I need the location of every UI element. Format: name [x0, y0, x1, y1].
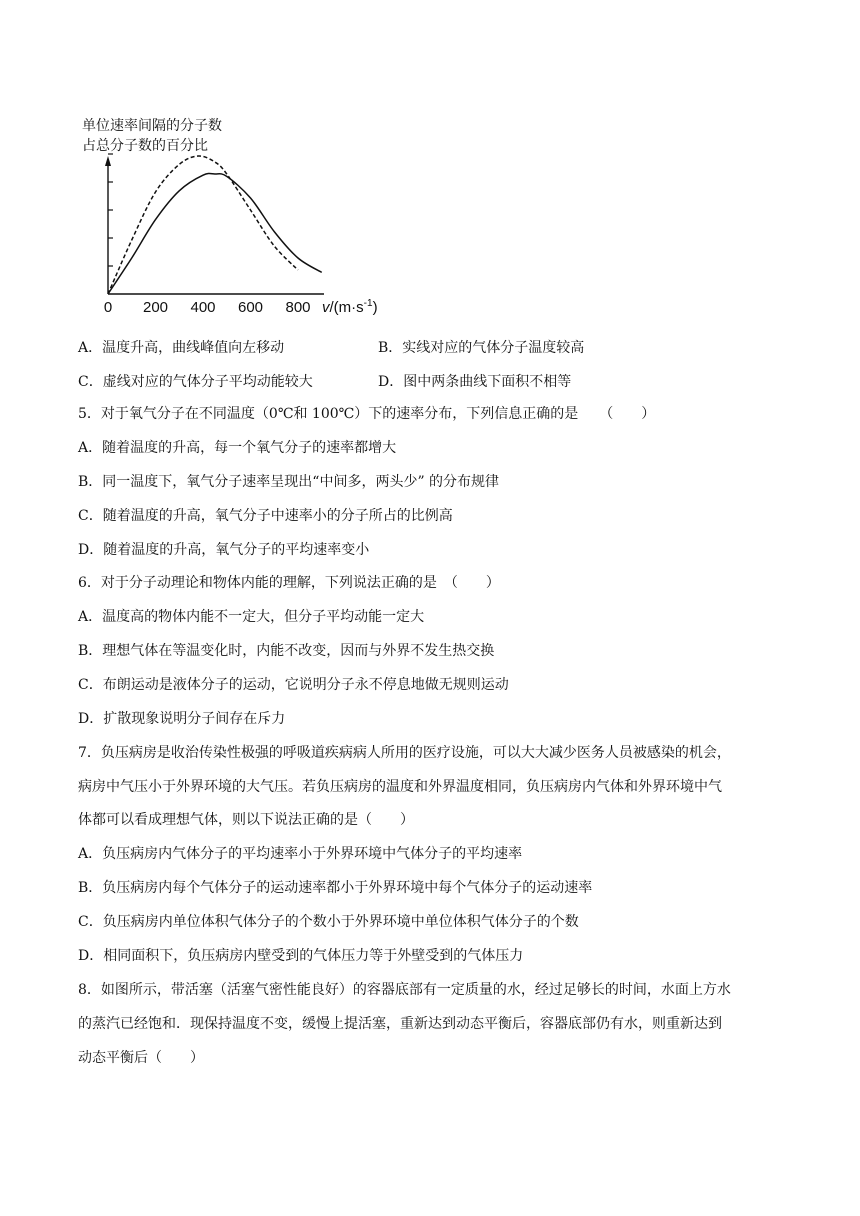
- y-axis-label-line2: 占总分子数的百分比: [82, 138, 208, 154]
- x-axis-label-unit: /(m·s: [329, 299, 364, 316]
- q5-stem: 5．对于氧气分子在不同温度（0℃和 100℃）下的速率分布，下列信息正确的是 （ ）: [78, 406, 656, 422]
- q5-option-c: C．随着温度的升高，氧气分子中速率小的分子所占的比例高: [78, 508, 453, 524]
- x-axis-label: [322, 298, 378, 316]
- q8-stem-line1: 8．如图所示，带活塞（活塞气密性能良好）的容器底部有一定质量的水，经过足够长的时间，水面上方水: [78, 982, 731, 998]
- q7-option-a: A．负压病房内气体分子的平均速率小于外界环境中气体分子的平均速率: [78, 846, 523, 862]
- y-axis-arrow: [105, 156, 111, 166]
- q8-stem-line3: 动态平衡后（ ）: [78, 1050, 204, 1066]
- q6-stem: 6．对于分子动理论和物体内能的理解，下列说法正确的是 （ ）: [78, 575, 500, 591]
- speed-distribution-figure: [76, 112, 406, 327]
- q6-option-b: B．理想气体在等温变化时，内能不改变，因而与外界不发生热交换: [78, 643, 495, 659]
- x-tick-label: 800: [285, 299, 311, 316]
- x-tick-label: 200: [142, 299, 169, 316]
- q7-option-d: D．相同面积下，负压病房内壁受到的气体压力等于外壁受到的气体压力: [78, 948, 524, 964]
- x-axis-label-exp: -1: [363, 298, 373, 309]
- x-axis-label-v: v: [322, 299, 330, 316]
- q4-option-d: D．图中两条曲线下面积不相等: [378, 374, 572, 390]
- q4-option-b: B．实线对应的气体分子温度较高: [378, 340, 585, 356]
- q5-option-a: A．随着温度的升高，每一个氧气分子的速率都增大: [78, 440, 397, 456]
- q7-stem-line2: 病房中气压小于外界环境的大气压。若负压病房的温度和外界温度相同，负压病房内气体和外界环境中气: [78, 779, 722, 795]
- q7-stem-line3: 体都可以看成理想气体，则以下说法正确的是（ ）: [78, 812, 414, 828]
- q7-stem-line1: 7．负压病房是收治传染性极强的呼吸道疾病病人所用的医疗设施，可以大大减少医务人员被感染的机会，: [78, 745, 731, 761]
- q7-option-b: B．负压病房内每个气体分子的运动速率都小于外界环境中每个气体分子的运动速率: [78, 880, 593, 896]
- x-tick-label: 400: [190, 299, 216, 316]
- q4-option-a: A．温度升高，曲线峰值向左移动: [78, 340, 285, 356]
- q6-option-a: A．温度高的物体内能不一定大，但分子平均动能一定大: [78, 609, 425, 625]
- speed-distribution-chart: [76, 112, 406, 327]
- q6-option-c: C．布朗运动是液体分子的运动，它说明分子永不停息地做无规则运动: [78, 677, 509, 693]
- x-axis-label-close: ): [372, 299, 378, 316]
- q5-option-b: B．同一温度下，氧气分子速率呈现出“中间多，两头少” 的分布规律: [78, 474, 500, 490]
- q7-option-c: C．负压病房内单位体积气体分子的个数小于外界环境中单位体积气体分子的个数: [78, 914, 579, 930]
- x-tick-label: 600: [237, 299, 264, 316]
- q6-option-d: D．扩散现象说明分子间存在斥力: [78, 711, 286, 727]
- q5-option-d: D．随着温度的升高，氧气分子的平均速率变小: [78, 542, 370, 558]
- solid-curve: [108, 173, 322, 294]
- q4-option-c: C．虚线对应的气体分子平均动能较大: [78, 374, 313, 390]
- y-axis-label-line1: 单位速率间隔的分子数: [82, 118, 222, 134]
- q8-stem-line2: 的蒸汽已经饱和．现保持温度不变，缓慢上提活塞，重新达到动态平衡后，容器底部仍有水，则重新达到: [78, 1016, 722, 1032]
- x-tick-label: 0: [103, 299, 113, 316]
